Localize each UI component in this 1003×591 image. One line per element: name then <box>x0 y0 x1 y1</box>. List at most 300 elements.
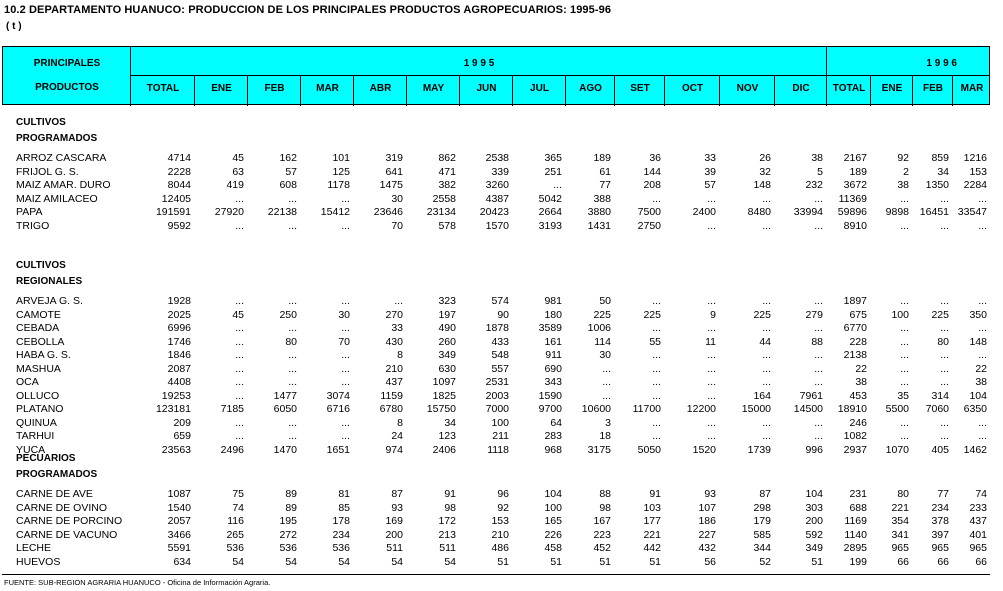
table-cell: 66 <box>975 555 987 568</box>
table-cell: 1350 <box>925 179 949 191</box>
table-cell: 93 <box>391 501 403 514</box>
table-cell: 87 <box>391 488 403 500</box>
table-cell: 339 <box>491 165 509 178</box>
table-cell: 30 <box>391 192 403 205</box>
table-cell: 153 <box>969 165 987 178</box>
column-header: FEB <box>923 82 943 94</box>
table-cell: 965 <box>931 542 949 554</box>
table-cell: 191591 <box>155 206 191 218</box>
table-row <box>0 529 1003 543</box>
product-name: ARVEJA G. S. <box>16 295 83 307</box>
table-cell: 8 <box>397 416 403 429</box>
header-divider <box>774 76 775 106</box>
table-cell: ... <box>900 416 909 429</box>
table-cell: ... <box>288 349 297 361</box>
column-header: JUN <box>476 82 497 94</box>
table-row <box>0 322 1003 336</box>
table-cell: 1475 <box>379 179 403 191</box>
table-cell: 378 <box>931 515 949 527</box>
table-cell: 11369 <box>838 192 867 205</box>
table-cell: 57 <box>704 179 716 191</box>
table-cell: ... <box>814 219 823 232</box>
table-cell: 51 <box>550 555 562 568</box>
table-cell: 15750 <box>426 403 456 415</box>
table-cell: 12405 <box>161 192 191 205</box>
table-cell: 1897 <box>843 295 867 307</box>
product-name: TARHUI <box>16 430 55 442</box>
table-cell: ... <box>652 349 661 361</box>
table-cell: 1540 <box>167 501 191 514</box>
table-cell: 319 <box>385 152 403 164</box>
table-cell: 4387 <box>485 192 509 205</box>
table-cell: 148 <box>753 179 771 191</box>
table-cell: 51 <box>649 555 661 568</box>
table-cell: 12200 <box>686 403 716 415</box>
table-cell: 3260 <box>485 179 509 191</box>
table-cell: 1462 <box>963 443 987 456</box>
table-cell: 2057 <box>167 515 191 527</box>
table-cell: 225 <box>593 308 611 321</box>
table-row <box>0 220 1003 234</box>
table-cell: ... <box>707 430 716 442</box>
table-row <box>0 556 1003 570</box>
product-name: HUEVOS <box>16 555 61 568</box>
table-cell: ... <box>762 430 771 442</box>
table-cell: ... <box>341 349 350 361</box>
table-cell: 9898 <box>885 206 909 218</box>
table-cell: 1470 <box>273 443 297 456</box>
table-cell: 981 <box>544 295 562 307</box>
table-cell: 225 <box>643 308 661 321</box>
table-cell: 388 <box>593 192 611 205</box>
table-cell: 50 <box>599 295 611 307</box>
source-footnote: FUENTE: SUB-REGION AGRARIA HUANUCO - Oficina de Información Agraria. <box>4 578 271 587</box>
table-cell: 1825 <box>432 389 456 402</box>
product-name: CEBADA <box>16 322 60 334</box>
table-cell: ... <box>394 295 403 307</box>
table-cell: 246 <box>849 416 867 429</box>
table-cell: 2003 <box>485 389 509 402</box>
section-subtitle: PROGRAMADOS <box>16 469 98 480</box>
table-cell: 38 <box>975 376 987 388</box>
table-cell: 341 <box>891 528 909 541</box>
table-cell: 33 <box>391 322 403 334</box>
table-cell: ... <box>652 389 661 402</box>
table-cell: 344 <box>753 542 771 554</box>
table-cell: 227 <box>698 528 716 541</box>
table-cell: 634 <box>173 555 191 568</box>
table-cell: 77 <box>599 179 611 191</box>
table-cell: 1006 <box>587 322 611 334</box>
table-cell: ... <box>652 295 661 307</box>
header-divider <box>870 76 871 106</box>
table-cell: 200 <box>805 515 823 527</box>
table-cell: ... <box>652 416 661 429</box>
table-cell: ... <box>707 362 716 375</box>
table-cell: 996 <box>805 443 823 456</box>
product-name: CAMOTE <box>16 308 61 321</box>
header-divider <box>512 76 513 106</box>
table-cell: 231 <box>849 488 867 500</box>
table-cell: 15412 <box>320 206 350 218</box>
table-cell: 430 <box>385 335 403 348</box>
table-cell: 116 <box>227 515 244 527</box>
table-cell: 39 <box>704 165 716 178</box>
table-cell: 225 <box>753 308 771 321</box>
table-cell: 100 <box>891 308 909 321</box>
table-cell: 965 <box>891 542 909 554</box>
header-divider <box>459 76 460 106</box>
table-cell: 536 <box>226 542 244 554</box>
table-cell: 35 <box>897 389 909 402</box>
table-cell: ... <box>940 376 949 388</box>
table-cell: 283 <box>544 430 562 442</box>
table-cell: ... <box>762 376 771 388</box>
table-cell: ... <box>652 322 661 334</box>
table-cell: 81 <box>338 488 350 500</box>
table-cell: 14500 <box>793 403 823 415</box>
table-cell: 401 <box>969 528 987 541</box>
table-cell: ... <box>900 362 909 375</box>
table-cell: 32 <box>759 165 771 178</box>
product-name: PAPA <box>16 206 43 218</box>
table-cell: 419 <box>226 179 244 191</box>
table-cell: 125 <box>332 165 350 178</box>
table-cell: 578 <box>438 219 456 232</box>
table-cell: 3466 <box>167 528 191 541</box>
product-name: LECHE <box>16 542 52 554</box>
product-name: MAIZ AMAR. DURO <box>16 179 111 191</box>
table-cell: 34 <box>444 416 456 429</box>
table-cell: 18910 <box>837 403 867 415</box>
table-row <box>0 430 1003 444</box>
header-divider <box>664 76 665 106</box>
table-cell: 1846 <box>167 349 191 361</box>
column-header: MAR <box>316 82 339 94</box>
table-row <box>0 295 1003 309</box>
table-cell: ... <box>940 192 949 205</box>
table-cell: 659 <box>173 430 191 442</box>
table-cell: ... <box>288 362 297 375</box>
table-cell: 45 <box>232 308 244 321</box>
table-cell: ... <box>288 295 297 307</box>
table-cell: 1520 <box>692 443 716 456</box>
table-cell: 2531 <box>485 376 509 388</box>
table-cell: ... <box>341 362 350 375</box>
table-cell: ... <box>707 219 716 232</box>
table-cell: 10600 <box>581 403 611 415</box>
header-year-1995: 1 9 9 5 <box>463 57 495 69</box>
header-divider <box>952 76 953 106</box>
table-cell: ... <box>814 416 823 429</box>
table-cell: ... <box>900 219 909 232</box>
table-cell: ... <box>900 322 909 334</box>
table-cell: ... <box>602 362 611 375</box>
table-cell: 199 <box>849 555 867 568</box>
column-header: DIC <box>792 82 810 94</box>
table-cell: 452 <box>593 542 611 554</box>
table-cell: 630 <box>438 362 456 375</box>
table-cell: 3672 <box>843 179 867 191</box>
table-cell: 432 <box>698 542 716 554</box>
table-row <box>0 152 1003 166</box>
header-productos: PRODUCTOS <box>35 81 99 93</box>
table-cell: 89 <box>285 488 297 500</box>
table-cell: 349 <box>438 349 456 361</box>
table-cell: 22 <box>975 362 987 375</box>
table-row <box>0 444 1003 458</box>
table-cell: 5042 <box>538 192 562 205</box>
table-cell: 486 <box>491 542 509 554</box>
table-cell: 213 <box>438 528 456 541</box>
table-cell: 19253 <box>161 389 191 402</box>
table-cell: 303 <box>805 501 823 514</box>
table-cell: 433 <box>491 335 509 348</box>
table-cell: 272 <box>279 528 297 541</box>
table-cell: 270 <box>385 308 403 321</box>
table-cell: 965 <box>969 542 987 554</box>
table-cell: ... <box>940 349 949 361</box>
table-cell: 101 <box>332 152 350 164</box>
table-cell: ... <box>288 322 297 334</box>
table-header <box>2 46 990 105</box>
table-cell: ... <box>900 376 909 388</box>
table-cell: 234 <box>332 528 350 541</box>
header-divider <box>130 75 990 76</box>
table-cell: ... <box>940 295 949 307</box>
table-cell: 54 <box>285 555 297 568</box>
table-cell: ... <box>341 295 350 307</box>
table-cell: 96 <box>497 488 509 500</box>
table-cell: 354 <box>891 515 909 527</box>
table-cell: 536 <box>279 542 297 554</box>
table-cell: 51 <box>497 555 509 568</box>
table-cell: 5500 <box>885 403 909 415</box>
table-cell: 608 <box>279 179 297 191</box>
table-cell: 365 <box>544 152 562 164</box>
table-row <box>0 542 1003 556</box>
table-cell: 1140 <box>844 528 867 541</box>
table-cell: ... <box>288 192 297 205</box>
table-cell: ... <box>235 295 244 307</box>
table-cell: 123181 <box>155 403 191 415</box>
table-cell: 8044 <box>167 179 191 191</box>
table-title: 10.2 DEPARTAMENTO HUANUCO: PRODUCCION DE LOS PRINCIPALES PRODUCTOS AGROPECUARIOS: 1995-96 <box>4 4 612 16</box>
product-name: FRIJOL G. S. <box>16 165 79 178</box>
table-cell: 104 <box>969 389 987 402</box>
table-cell: 397 <box>931 528 949 541</box>
table-cell: 51 <box>599 555 611 568</box>
table-cell: 511 <box>386 542 403 554</box>
table-row <box>0 403 1003 417</box>
table-cell: 234 <box>931 501 949 514</box>
table-cell: ... <box>341 430 350 442</box>
table-cell: 123 <box>438 430 456 442</box>
table-cell: 490 <box>438 322 456 334</box>
table-cell: 56 <box>704 555 716 568</box>
table-cell: 63 <box>232 165 244 178</box>
section-subtitle: REGIONALES <box>16 276 83 287</box>
table-cell: ... <box>940 362 949 375</box>
table-cell: ... <box>288 416 297 429</box>
table-cell: ... <box>762 416 771 429</box>
table-cell: 2496 <box>220 443 244 456</box>
table-cell: ... <box>707 295 716 307</box>
table-row <box>0 376 1003 390</box>
table-cell: 3074 <box>326 389 350 402</box>
header-divider <box>719 76 720 106</box>
product-name: HABA G. S. <box>16 349 71 361</box>
table-cell: ... <box>288 430 297 442</box>
table-cell: 88 <box>599 488 611 500</box>
table-cell: ... <box>652 192 661 205</box>
table-cell: ... <box>235 335 244 348</box>
table-cell: 9 <box>710 308 716 321</box>
table-cell: ... <box>900 295 909 307</box>
table-cell: 23646 <box>373 206 403 218</box>
table-cell: 209 <box>173 416 191 429</box>
table-cell: 2138 <box>843 349 867 361</box>
table-cell: 80 <box>897 488 909 500</box>
table-cell: 5591 <box>167 542 191 554</box>
column-header: ABR <box>369 82 392 94</box>
table-cell: 1216 <box>963 152 987 164</box>
table-row <box>0 336 1003 350</box>
table-cell: ... <box>900 349 909 361</box>
table-cell: 74 <box>232 501 244 514</box>
table-cell: ... <box>940 430 949 442</box>
table-row <box>0 206 1003 220</box>
table-cell: 87 <box>759 488 771 500</box>
table-cell: 1651 <box>326 443 350 456</box>
bottom-divider <box>2 574 990 575</box>
table-cell: 350 <box>969 308 987 321</box>
table-cell: ... <box>553 179 562 191</box>
table-cell: 225 <box>931 308 949 321</box>
table-cell: 7000 <box>485 403 509 415</box>
table-cell: ... <box>814 376 823 388</box>
table-row <box>0 166 1003 180</box>
table-cell: ... <box>652 430 661 442</box>
header-divider <box>565 76 566 106</box>
table-cell: 251 <box>544 165 562 178</box>
table-cell: 1082 <box>843 430 867 442</box>
table-cell: 1087 <box>167 488 191 500</box>
table-cell: 1178 <box>327 179 350 191</box>
table-row <box>0 363 1003 377</box>
column-header: ENE <box>881 82 903 94</box>
table-cell: 61 <box>599 165 611 178</box>
table-cell: 405 <box>931 443 949 456</box>
table-cell: ... <box>235 376 244 388</box>
table-cell: ... <box>814 362 823 375</box>
table-cell: 221 <box>643 528 661 541</box>
table-cell: 103 <box>643 501 661 514</box>
table-cell: 298 <box>753 501 771 514</box>
table-cell: ... <box>288 376 297 388</box>
table-cell: 195 <box>279 515 297 527</box>
column-header: MAR <box>960 82 984 94</box>
table-cell: ... <box>978 322 987 334</box>
column-header: TOTAL <box>146 82 180 94</box>
table-row <box>0 309 1003 323</box>
table-cell: ... <box>978 192 987 205</box>
table-cell: 15000 <box>741 403 771 415</box>
table-cell: 2406 <box>432 443 456 456</box>
table-row <box>0 179 1003 193</box>
table-cell: 7185 <box>220 403 244 415</box>
table-cell: ... <box>940 219 949 232</box>
table-cell: 22138 <box>267 206 297 218</box>
table-cell: 911 <box>545 349 562 361</box>
table-cell: 38 <box>811 152 823 164</box>
table-cell: ... <box>652 362 661 375</box>
section-title: CULTIVOS <box>16 260 66 271</box>
table-cell: ... <box>814 322 823 334</box>
table-cell: 92 <box>497 501 509 514</box>
table-row <box>0 390 1003 404</box>
table-cell: 382 <box>438 179 456 191</box>
unit-label: ( t ) <box>6 21 22 32</box>
table-cell: ... <box>978 219 987 232</box>
table-cell: ... <box>814 295 823 307</box>
table-cell: 92 <box>897 152 909 164</box>
table-cell: 2400 <box>692 206 716 218</box>
column-header: JUL <box>530 82 549 94</box>
table-cell: 33 <box>704 152 716 164</box>
table-cell: 3193 <box>538 219 562 232</box>
table-cell: ... <box>235 219 244 232</box>
table-cell: 3589 <box>538 322 562 334</box>
table-cell: ... <box>762 295 771 307</box>
table-cell: 349 <box>805 542 823 554</box>
table-cell: 45 <box>232 152 244 164</box>
header-divider <box>130 47 131 106</box>
table-cell: ... <box>814 430 823 442</box>
product-name: CARNE DE VACUNO <box>16 528 118 541</box>
table-cell: 1431 <box>587 219 611 232</box>
table-cell: 2284 <box>963 179 987 191</box>
table-cell: ... <box>341 416 350 429</box>
table-cell: ... <box>235 349 244 361</box>
table-cell: 77 <box>937 488 949 500</box>
table-cell: 2750 <box>637 219 661 232</box>
table-cell: 260 <box>438 335 456 348</box>
table-cell: ... <box>707 192 716 205</box>
table-cell: 641 <box>385 165 403 178</box>
product-name: ARROZ CASCARA <box>16 152 107 164</box>
table-cell: 6050 <box>273 403 297 415</box>
table-cell: ... <box>940 322 949 334</box>
table-cell: 26 <box>759 152 771 164</box>
table-cell: 104 <box>544 488 562 500</box>
table-cell: ... <box>341 322 350 334</box>
table-cell: 232 <box>805 179 823 191</box>
table-cell: 172 <box>438 515 456 527</box>
table-cell: 3 <box>605 416 611 429</box>
table-cell: ... <box>707 349 716 361</box>
table-cell: 144 <box>643 165 661 178</box>
table-cell: 2895 <box>843 542 867 554</box>
table-cell: ... <box>341 219 350 232</box>
table-cell: 4408 <box>167 376 191 388</box>
table-cell: 161 <box>544 335 562 348</box>
table-cell: 104 <box>805 488 823 500</box>
table-cell: 968 <box>544 443 562 456</box>
table-cell: 169 <box>385 515 403 527</box>
table-cell: 88 <box>811 335 823 348</box>
table-cell: ... <box>900 192 909 205</box>
